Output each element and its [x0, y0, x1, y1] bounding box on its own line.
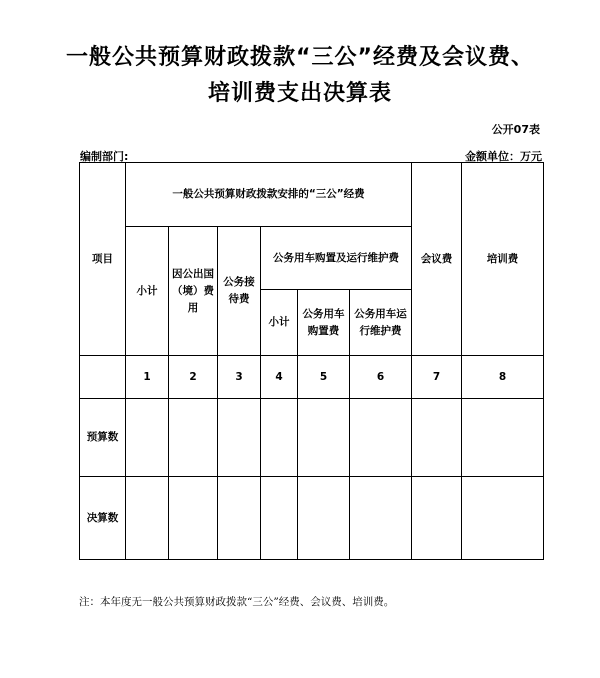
value-cell	[261, 399, 298, 477]
document-title-line2: 培训费支出决算表	[207, 81, 392, 106]
document-title-line1: 一般公共预算财政拨款“三公”经费及会议费、	[66, 45, 534, 70]
value-cell	[298, 477, 350, 560]
column-number: 5	[298, 356, 350, 399]
value-cell	[350, 399, 412, 477]
footnote: 注：本年度无一般公共预算财政拨款“三公”经费、会议费、培训费。	[79, 596, 395, 608]
table-row	[80, 399, 544, 477]
value-cell	[169, 477, 218, 560]
column-number: 2	[169, 356, 218, 399]
column-number: 3	[218, 356, 261, 399]
value-cell	[350, 477, 412, 560]
header-group: 一般公共预算财政拨款安排的“三公”经费	[126, 163, 412, 227]
value-cell	[462, 399, 544, 477]
unit-label: 金额单位：万元	[465, 150, 542, 163]
header-vehicle-purchase: 公务用车购置费	[298, 290, 350, 356]
form-code: 公开07表	[491, 123, 540, 136]
value-cell	[126, 477, 169, 560]
value-cell	[298, 399, 350, 477]
value-cell	[412, 477, 462, 560]
column-number: 1	[126, 356, 169, 399]
dept-label: 编制部门:	[80, 150, 129, 163]
value-cell	[126, 399, 169, 477]
header-reception: 公务接待费	[218, 227, 261, 356]
number-cell-blank	[80, 356, 126, 399]
header-vehicle-operation: 公务用车运行维护费	[350, 290, 412, 356]
value-cell	[261, 477, 298, 560]
column-number: 6	[350, 356, 412, 399]
table-row	[80, 477, 544, 560]
value-cell	[169, 399, 218, 477]
value-cell	[412, 399, 462, 477]
header-subtotal: 小计	[126, 227, 169, 356]
header-abroad: 因公出国（境）费用	[169, 227, 218, 356]
header-vehicle-group: 公务用车购置及运行维护费	[261, 227, 412, 290]
header-vehicle-subtotal: 小计	[261, 290, 298, 356]
column-number: 7	[412, 356, 462, 399]
header-training: 培训费	[462, 163, 544, 356]
value-cell	[218, 399, 261, 477]
column-number: 4	[261, 356, 298, 399]
column-number: 8	[462, 356, 544, 399]
expense-table	[79, 162, 544, 560]
header-item: 项目	[80, 163, 126, 356]
row-label-budget: 预算数	[80, 399, 126, 477]
header-meeting: 会议费	[412, 163, 462, 356]
row-label-final: 决算数	[80, 477, 126, 560]
value-cell	[218, 477, 261, 560]
value-cell	[462, 477, 544, 560]
